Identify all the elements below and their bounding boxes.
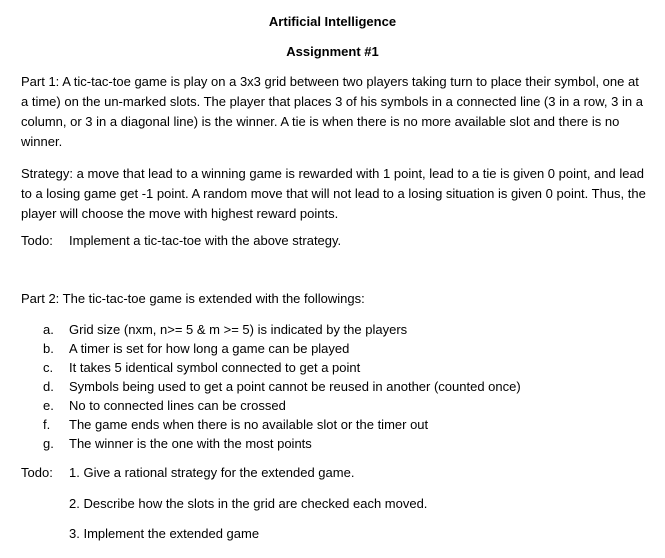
list-item-text: It takes 5 identical symbol connected to get a point — [69, 360, 361, 375]
list-item-text: The winner is the one with the most points — [69, 436, 312, 451]
todo2-item-3: 3. Implement the extended game — [69, 526, 260, 541]
list-item-text: The game ends when there is no available slot or the timer out — [69, 417, 429, 432]
list-item-letter: d. — [43, 379, 54, 394]
list-item — [43, 434, 643, 453]
list-item-letter: g. — [43, 436, 54, 451]
todo2-line — [21, 463, 641, 483]
list-item — [43, 358, 643, 377]
document-subtitle: Assignment #1 — [286, 44, 379, 59]
list-item-letter: b. — [43, 341, 54, 356]
list-item-letter: c. — [43, 360, 54, 375]
list-item — [43, 396, 643, 415]
todo1-label: Todo: — [21, 233, 53, 248]
part2-list — [43, 320, 643, 453]
list-item — [43, 415, 643, 434]
list-item-text: Symbols being used to get a point cannot be reused in another (counted once) — [69, 379, 521, 394]
list-item — [43, 339, 643, 358]
todo2-item-2: 2. Describe how the slots in the grid are checked each moved. — [69, 496, 428, 511]
todo1-text: Implement a tic-tac-toe with the above strategy. — [69, 233, 342, 248]
list-item-text: No to connected lines can be crossed — [69, 398, 286, 413]
part2-intro: Part 2: The tic-tac-toe game is extended with the followings: — [21, 291, 365, 306]
document-title: Artificial Intelligence — [268, 14, 397, 29]
list-item-letter: a. — [43, 322, 54, 337]
todo1-line — [21, 231, 649, 251]
list-item-text: A timer is set for how long a game can be played — [69, 341, 350, 356]
part1-paragraph: Part 1: A tic-tac-toe game is play on a 3x3 grid between two players taking turn to place their symbol, one at a time) on the un-marked slots. The player that places 3 of his symbols in a connected line (3 in a row, 3 in a column, or 3 in a diagonal line) is the winner. A tie is when there is no more available slot and there is no winner. — [21, 74, 643, 149]
list-item — [43, 377, 643, 396]
strategy-paragraph: Strategy: a move that lead to a winning game is rewarded with 1 point, lead to a tie is given 0 point, and lead to a losing game get -1 point. A random move that will not lead to a losing situation is given 0 point. Thus, the player will choose the move with highest reward points. — [21, 166, 646, 221]
list-item-letter: e. — [43, 398, 54, 413]
list-item-text: Grid size (nxm, n>= 5 & m >= 5) is indicated by the players — [69, 322, 408, 337]
list-item-letter: f. — [43, 417, 51, 432]
todo2-label: Todo: — [21, 465, 53, 480]
todo2-item-1: 1. Give a rational strategy for the extended game. — [69, 465, 355, 480]
list-item — [43, 320, 643, 339]
